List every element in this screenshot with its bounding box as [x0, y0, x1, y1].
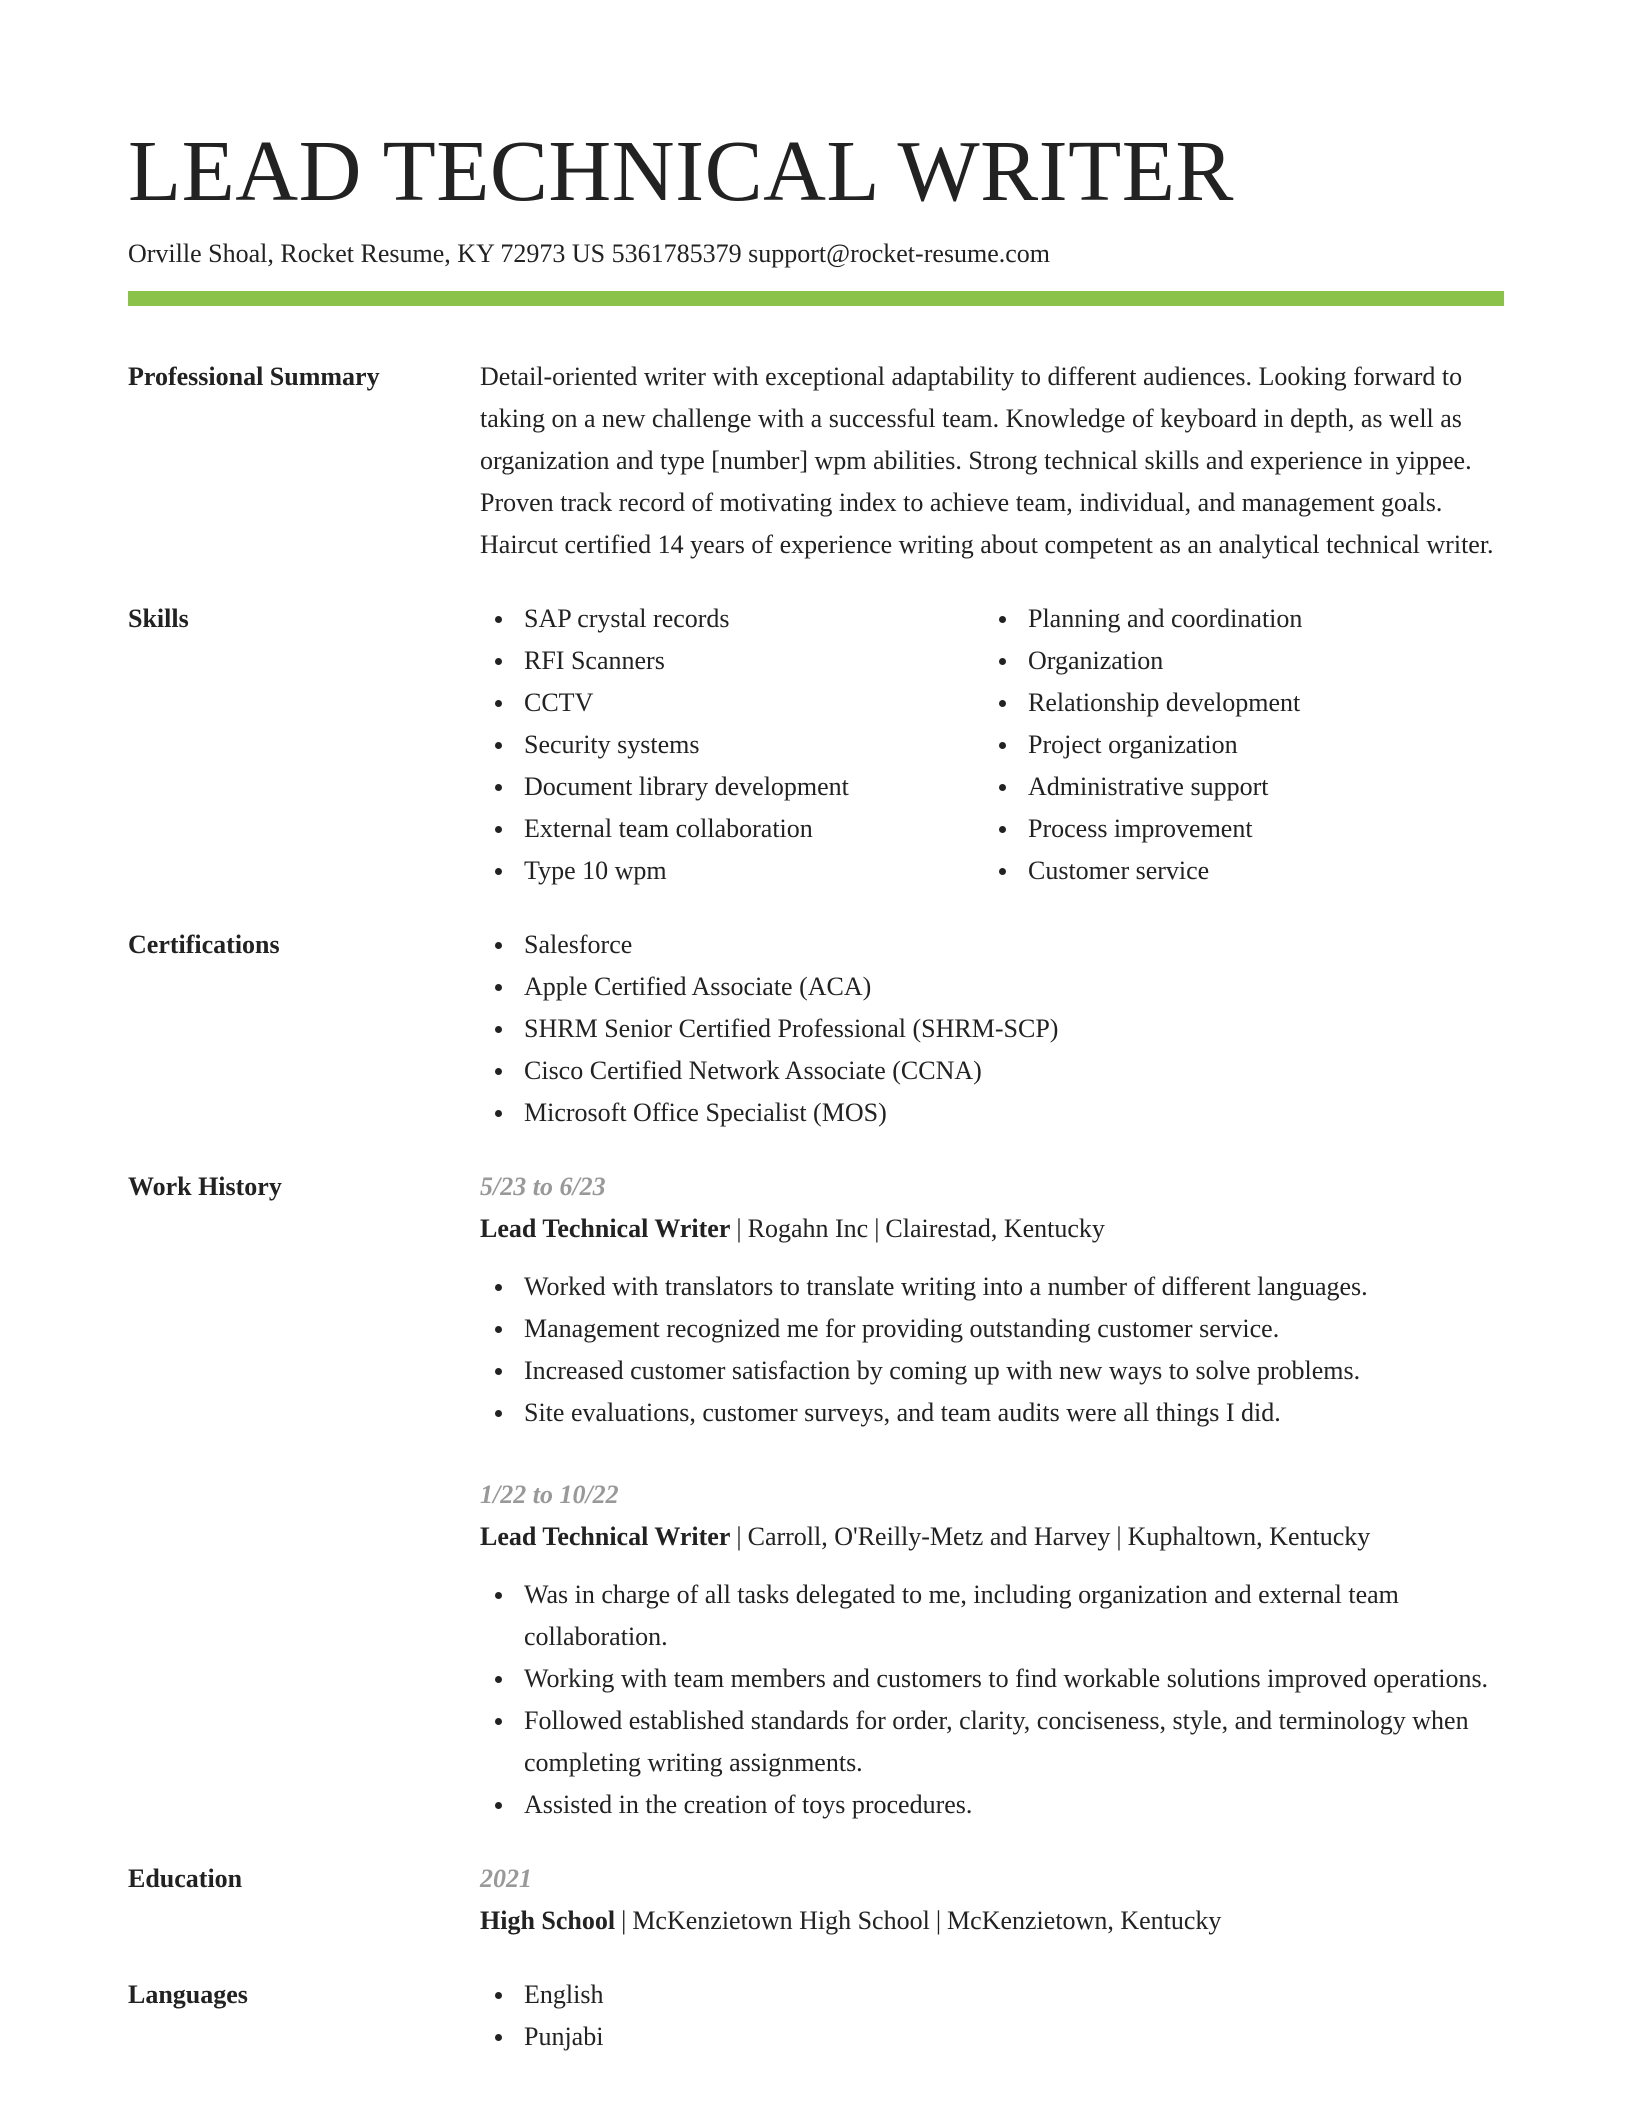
certification-item: Apple Certified Associate (ACA) — [524, 966, 1504, 1008]
skill-item: Security systems — [524, 724, 984, 766]
languages-list — [480, 1974, 1504, 2058]
skill-item: External team collaboration — [524, 808, 984, 850]
contact-email[interactable]: support@rocket-resume.com — [748, 239, 1051, 268]
skill-item: RFI Scanners — [524, 640, 984, 682]
separator: | — [1116, 1522, 1122, 1551]
job-location: Kuphaltown, Kentucky — [1127, 1522, 1371, 1551]
skill-item: Relationship development — [1028, 682, 1488, 724]
skill-item: Planning and coordination — [1028, 598, 1488, 640]
skill-item: Process improvement — [1028, 808, 1488, 850]
job-company: Rogahn Inc — [747, 1214, 869, 1243]
skill-item: Administrative support — [1028, 766, 1488, 808]
section-label-certifications: Certifications — [128, 930, 280, 959]
section-label-skills: Skills — [128, 604, 189, 633]
job-bullet: Management recognized me for providing outstanding customer service. — [524, 1308, 1504, 1350]
contact-company: Rocket Resume, — [280, 239, 451, 268]
languages-section — [128, 1974, 1504, 2058]
job-bullets — [480, 1266, 1504, 1434]
certifications-body — [480, 924, 1504, 1134]
separator: | — [621, 1906, 627, 1935]
contact-location: KY 72973 US — [457, 239, 606, 268]
certification-item: Salesforce — [524, 924, 1504, 966]
certifications-section — [128, 924, 1504, 1134]
section-label-languages: Languages — [128, 1980, 248, 2009]
job-bullet: Was in charge of all tasks delegated to me, including organization and external team collaboration. — [524, 1574, 1504, 1658]
job-bullet: Site evaluations, customer surveys, and team audits were all things I did. — [524, 1392, 1504, 1434]
job-entry — [480, 1166, 1504, 1434]
job-dates: 1/22 to 10/22 — [480, 1480, 619, 1509]
section-label-summary: Professional Summary — [128, 362, 380, 391]
separator: | — [736, 1214, 742, 1243]
contact-line — [128, 238, 1504, 270]
skill-item: Type 10 wpm — [524, 850, 984, 892]
certification-item: SHRM Senior Certified Professional (SHRM-SCP) — [524, 1008, 1504, 1050]
separator: | — [935, 1906, 942, 1935]
header-divider — [128, 291, 1504, 306]
contact-phone: 5361785379 — [611, 239, 742, 268]
education-date: 2021 — [480, 1864, 532, 1893]
job-bullet: Assisted in the creation of toys procedures. — [524, 1784, 1504, 1826]
language-item: English — [524, 1974, 1504, 2016]
resume-title: LEAD TECHNICAL WRITER — [128, 122, 1234, 219]
skill-item: Document library development — [524, 766, 984, 808]
certifications-list — [480, 924, 1504, 1134]
skill-item: Customer service — [1028, 850, 1488, 892]
section-label-work-history: Work History — [128, 1172, 282, 1201]
summary-section — [128, 356, 1504, 566]
section-label-education: Education — [128, 1864, 243, 1893]
separator: | — [874, 1214, 880, 1243]
skill-item: CCTV — [524, 682, 984, 724]
separator: | — [736, 1522, 742, 1551]
education-school: McKenzietown High School — [632, 1906, 930, 1935]
job-entry — [480, 1474, 1504, 1826]
skills-list-col2 — [984, 598, 1488, 892]
education-degree: High School — [480, 1906, 616, 1935]
skills-section — [128, 598, 1504, 892]
job-company: Carroll, O'Reilly-Metz and Harvey — [747, 1522, 1111, 1551]
job-bullets — [480, 1574, 1504, 1826]
work-history-section — [128, 1166, 1504, 1826]
certification-item: Microsoft Office Specialist (MOS) — [524, 1092, 1504, 1134]
job-location: Clairestad, Kentucky — [885, 1214, 1105, 1243]
job-title: Lead Technical Writer — [480, 1214, 731, 1243]
contact-name: Orville Shoal, — [128, 239, 274, 268]
education-section — [128, 1858, 1504, 1942]
job-title-line — [480, 1516, 1504, 1558]
skills-columns — [480, 598, 1504, 892]
language-item: Punjabi — [524, 2016, 1504, 2058]
work-history-body — [480, 1166, 1504, 1826]
education-location: McKenzietown, Kentucky — [947, 1906, 1222, 1935]
resume-page — [128, 0, 1504, 2058]
skill-item: Project organization — [1028, 724, 1488, 766]
job-bullet: Worked with translators to translate writing into a number of different languages. — [524, 1266, 1504, 1308]
education-body — [480, 1858, 1504, 1942]
skill-item: Organization — [1028, 640, 1488, 682]
job-title-line — [480, 1208, 1504, 1250]
education-line — [480, 1900, 1504, 1942]
job-bullet: Working with team members and customers to find workable solutions improved operations. — [524, 1658, 1504, 1700]
skill-item: SAP crystal records — [524, 598, 984, 640]
languages-body — [480, 1974, 1504, 2058]
job-bullet: Followed established standards for order, clarity, conciseness, style, and terminology when completing writing assignments. — [524, 1700, 1504, 1784]
job-title: Lead Technical Writer — [480, 1522, 731, 1551]
skills-list-col1 — [480, 598, 984, 892]
job-bullet: Increased customer satisfaction by coming up with new ways to solve problems. — [524, 1350, 1504, 1392]
summary-text: Detail-oriented writer with exceptional adaptability to different audiences. Looking forward to taking on a new challenge with a successful team. Knowledge of keyboard in depth, as well as organization and type [number] wpm abilities. Strong technical skills and experience in yippee. Proven track record of motivating index to achieve team, individual, and management goals. Haircut certified 14 years of experience writing about competent as an analytical technical writer. — [480, 362, 1494, 559]
certification-item: Cisco Certified Network Associate (CCNA) — [524, 1050, 1504, 1092]
job-dates: 5/23 to 6/23 — [480, 1172, 606, 1201]
